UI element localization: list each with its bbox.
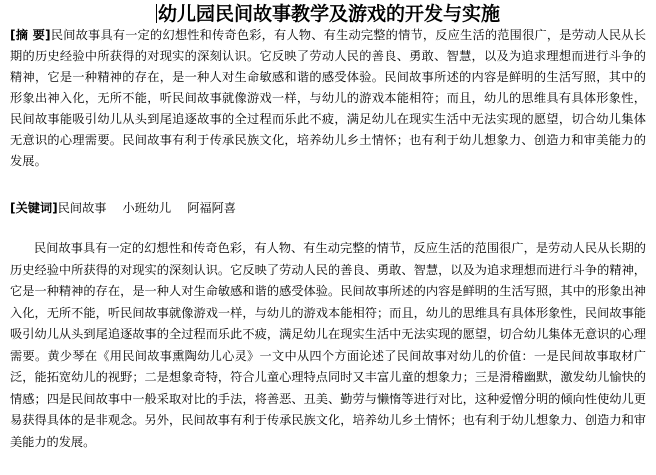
abstract-paragraph [10,25,646,172]
keyword-item: 阿福阿喜 [187,201,236,215]
keywords-label: [关键词] [10,201,58,215]
text-cursor [156,4,157,23]
abstract-label: [摘 要] [10,28,51,42]
document-title-line [0,2,656,26]
keyword-item: 小班幼儿 [122,201,172,215]
keyword-item: 民间故事 [57,201,107,215]
document-title: 幼儿园民间故事教学及游戏的开发与实施 [157,3,500,25]
abstract-text: 民间故事具有一定的幻想性和传奇色彩，有人物、有生动完整的情节，反应生活的范围很广，是劳动人民从长期的历史经验中所获得的对现实的深刻认识。它反映了劳动人民的善良、勇敢、智慧，以及为追求理想而进行斗争的精神，它是一种精神的存在，是一种人对生命敏感和谐的感受体验。民间故事所述的内容是鲜明的生活写照，其中的形象出神入化，无所不能，听民间故事就像游戏一样，与幼儿的游戏本能相符；而且，幼儿的思维具有具体形象性，民间故事能吸引幼儿从头到尾追逐故事的全过程而乐此不疲，满足幼儿在现实生活中无法实现的愿望，切合幼儿集体无意识的心理需要。民间故事有利于传承民族文化，培养幼儿乡土情怀；也有利于幼儿想象力、创造力和审美能力的发展。 [10,28,646,168]
keywords-line [10,198,646,219]
body-paragraph: 民间故事具有一定的幻想性和传奇色彩，有人物、有生动完整的情节，反应生活的范围很广，是劳动人民从长期的历史经验中所获得的对现实的深刻认识。它反映了劳动人民的善良、勇敢、智慧，以及为追求理想而进行斗争的精神，它是一种精神的存在，是一种人对生命敏感和谐的感受体验。民间故事所述的内容是鲜明的生活写照，其中的形象出神入化，无所不能，听民间故事就像游戏一样，与幼儿的游戏本能相符；而且，幼儿的思维具有具体形象性，民间故事能吸引幼儿从头到尾追逐故事的全过程而乐此不疲，满足幼儿在现实生活中无法实现的愿望，切合幼儿集体无意识的心理需要。黄少琴在《用民间故事熏陶幼儿心灵》一文中从四个方面论述了民间故事对幼儿的价值：一是民间故事取材广泛，能拓宽幼儿的视野；二是想象奇特，符合儿童心理特点同时又丰富儿童的想象力；三是滑稽幽默，激发幼儿愉快的情感；四是民间故事中一般采取对比的手法，将善恶、丑美、勤劳与懒惰等进行对比，这种爱憎分明的倾向性使幼儿更易获得具体的是非观念。另外，民间故事有利于传承民族文化，培养幼儿乡土情怀；也有利于幼儿想象力、创造力和审美能力的发展。 [10,241,646,449]
